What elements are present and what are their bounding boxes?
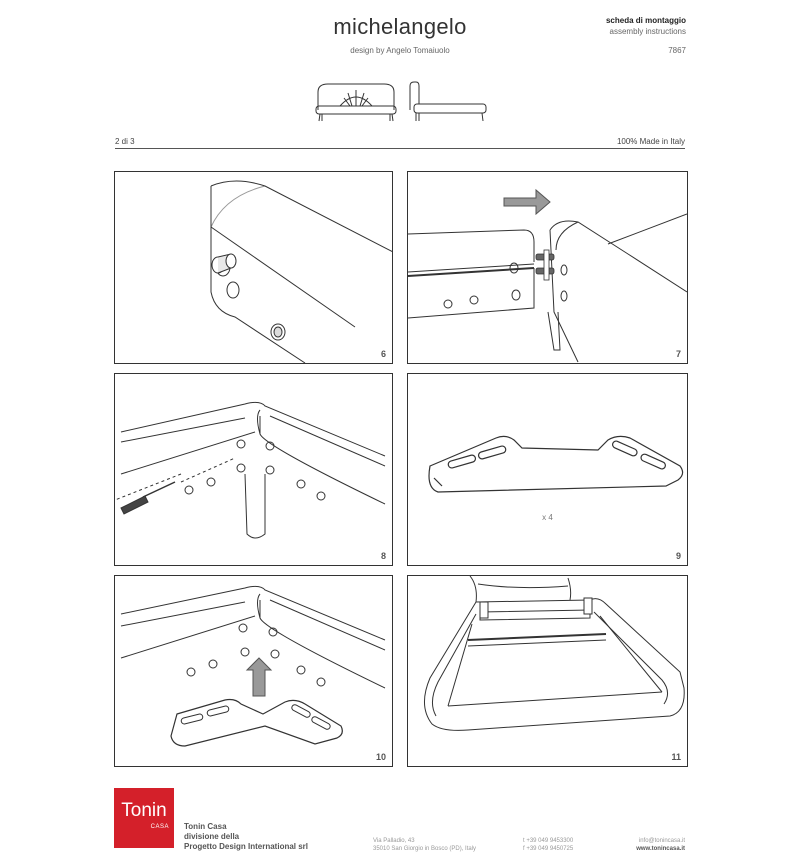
company-name: Tonin Casa [184, 822, 227, 831]
website-link[interactable]: www.tonincasa.it [636, 846, 685, 852]
product-thumbnail [310, 80, 490, 122]
step-10-illustration [115, 576, 392, 766]
step-panel-10 [114, 575, 393, 767]
logo-subtext: CASA [150, 824, 169, 830]
designer-credit: design by Angelo Tomaiuolo [350, 46, 450, 55]
step-9-illustration [408, 374, 687, 565]
step-panel-8 [114, 373, 393, 566]
made-in-label: 100% Made in Italy [616, 137, 685, 146]
step-panel-9 [407, 373, 688, 566]
address-street: Via Palladio, 43 [373, 838, 415, 844]
company-phones [523, 837, 573, 853]
step-number: 9 [675, 551, 681, 561]
fax-number: f +39 049 9450725 [523, 846, 574, 852]
company-web [636, 837, 685, 853]
arrow-up-icon [247, 658, 271, 696]
step-8-illustration [115, 374, 392, 565]
doc-type-english: assembly instructions [609, 27, 686, 36]
address-city: 35010 San Giorgio in Bosco (PD), Italy [373, 846, 477, 852]
step-panel-11 [407, 575, 688, 767]
quantity-label: x 4 [542, 513, 553, 522]
step-11-illustration [408, 576, 687, 766]
step-7-illustration [408, 172, 687, 363]
step-number: 6 [380, 349, 386, 359]
step-number: 10 [375, 752, 386, 762]
step-number: 7 [675, 349, 681, 359]
step-panel-6 [114, 171, 393, 364]
brand-logo [114, 788, 174, 848]
product-code: 7867 [668, 46, 686, 55]
arrow-icon [504, 190, 550, 214]
step-number: 11 [671, 752, 681, 762]
company-info [184, 822, 308, 852]
page-indicator: 2 di 3 [115, 137, 135, 146]
step-6-illustration [115, 172, 392, 363]
product-title: michelangelo [333, 14, 467, 39]
step-panel-7 [407, 171, 688, 364]
parent-company: Progetto Design International srl [184, 842, 309, 851]
phone-number: t +39 049 9453300 [523, 838, 574, 844]
doc-type-label: scheda di montaggio [605, 16, 686, 25]
company-address [373, 837, 476, 853]
header-divider [115, 148, 685, 149]
step-number: 8 [380, 551, 386, 561]
email-link[interactable]: info@tonincasa.it [638, 838, 685, 844]
logo-wordmark: Tonin [121, 800, 167, 821]
company-division: divisione della [184, 832, 240, 841]
